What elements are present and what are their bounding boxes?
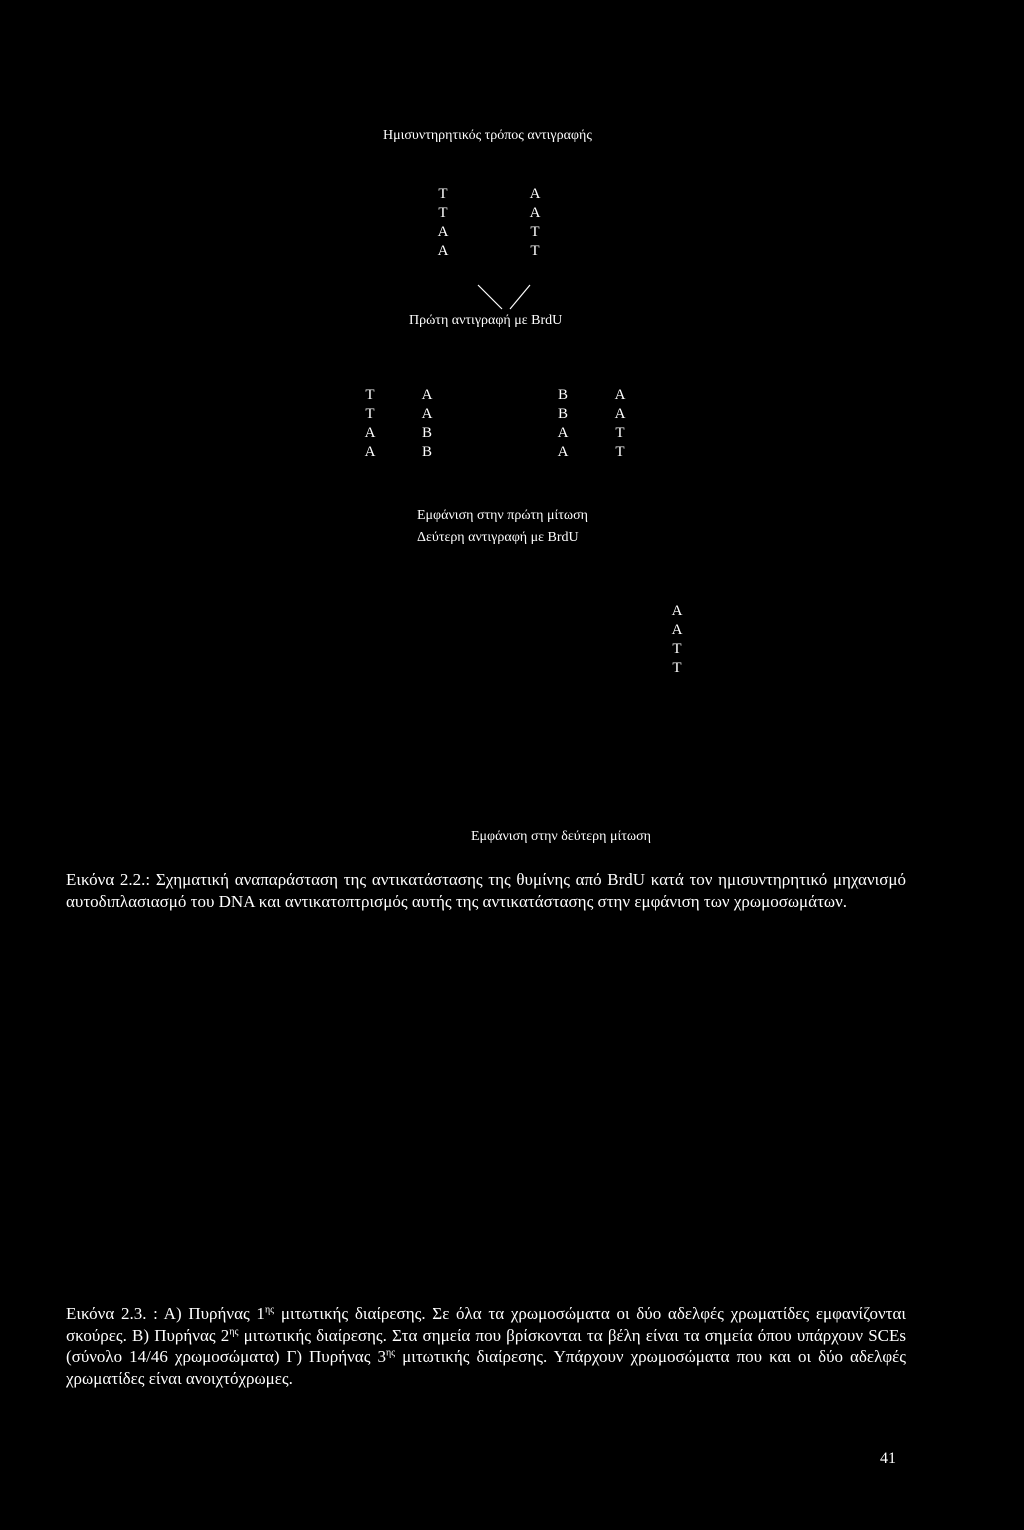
strand-separation-lines (470, 282, 540, 314)
right-separation-line (510, 285, 530, 309)
diagram-title: Ημισυντηρητικός τρόπος αντιγραφής (383, 128, 592, 143)
first-replication-label: Πρώτη αντιγραφή με BrdU (409, 313, 563, 328)
parent-strand-left: T T A A (437, 186, 449, 259)
parent-strand-right: A A T T (529, 186, 541, 259)
figure-caption-2-3: Εικόνα 2.3. : Α) Πυρήνας $1^{\eta\varsigma}$ μιτωτικής διαίρεσης. Σε όλα τα χρωμοσώματα οι δύο αδελφές χρωματίδες εμφανίζονται σκούρες. Β) Πυρήνας $2^{\eta\varsigma}$ μιτωτικής διαίρεσης. Στα σημεία που βρίσκονται τα βέλη είναι τα σημεία όπου υπάρχουν SCEs (σύνολο 14/46 χρωμοσώματα) Γ) Πυρήνας $3^{\eta\varsigma}$ μιτωτικής διαίρεσης. Υπάρχουν χρωμοσώματα που και οι δύο αδελφές χρωματίδες είναι ανοιχτόχρωμες. (66, 1304, 907, 1388)
page-number: 41 (880, 1450, 896, 1467)
second-replication-label: Δεύτερη αντιγραφή με BrdU (417, 530, 579, 545)
caption-label: Εικόνα 2.3. (66, 1304, 147, 1323)
caption-label: Εικόνα 2.2. (66, 870, 146, 889)
left-separation-line (478, 285, 502, 309)
caption-text: : Σχηματική αναπαράσταση της αντικατάστασης της θυμίνης από BrdU κατά τον ημισυντηρητικό μηχανισμό αυτοδιπλασιασμό του DNA και αντικατοπτρισμός αυτής της αντικατάστασης στην εμφάνιση των χρωμοσωμάτων. (66, 870, 906, 911)
first-mitosis-label: Εμφάνιση στην πρώτη μίτωση (417, 508, 588, 523)
daughter-strand-4: A A T T (614, 387, 626, 460)
second-daughter-strand: A A T T (671, 603, 683, 676)
daughter-strand-3: B B A A (557, 387, 569, 460)
figure-caption-2-2 (66, 869, 906, 912)
second-mitosis-label: Εμφάνιση στην δεύτερη μίτωση (471, 829, 651, 844)
daughter-strand-2: A A B B (421, 387, 433, 460)
daughter-strand-1: T T A A (364, 387, 376, 460)
